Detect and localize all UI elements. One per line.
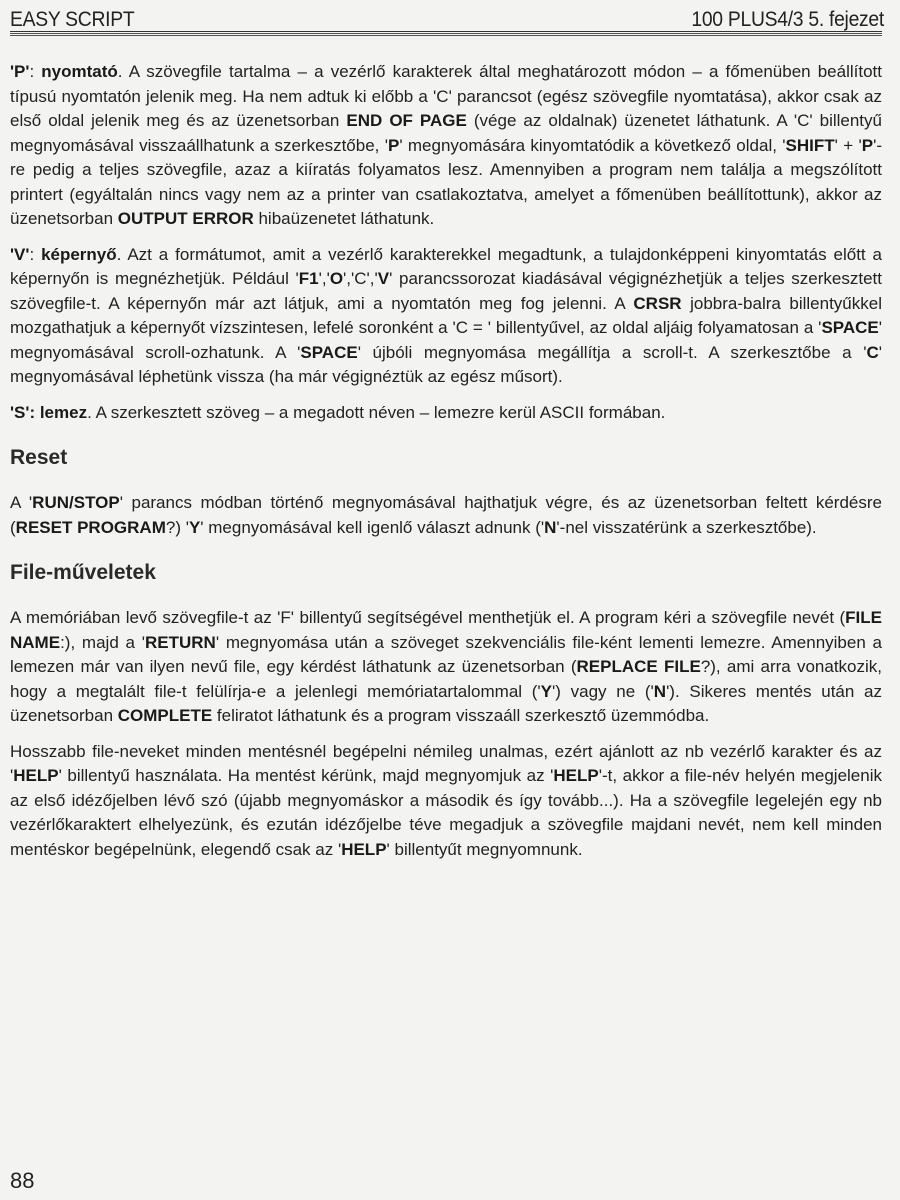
- term: nyomtató: [41, 62, 118, 81]
- text: '). Sikeres mentés után az üzenetsorban: [10, 681, 882, 725]
- text: Hosszabb file-neveket minden mentésnél begépelni némileg unalmas, ezért ajánlott az nb vezérlő karakter és az ': [10, 741, 882, 785]
- paragraph-reset: [10, 491, 882, 540]
- text: ' megnyomása után a szöveget szekvenciális file-ként lementi lemezre. Amennyiben a lemezen már van ilyen nevű file, egy kérdést láthatunk az üzenetsorban (: [10, 632, 882, 676]
- text: '-nel visszatérünk a szerkesztőbe).: [556, 517, 817, 537]
- text: ',': [318, 269, 330, 288]
- page-number: 88: [10, 1168, 35, 1193]
- text: ' parancssorozat kiadásával végignézhetjük a teljes szerkesztett szövegfile-t. A képernyőn már azt látjuk, ami a nyomtatón meg fog jelenni. A: [10, 269, 882, 313]
- paragraph-disk: [10, 401, 882, 426]
- text: ?) ': [165, 517, 189, 537]
- term: END OF PAGE: [346, 111, 467, 130]
- term: HELP: [341, 839, 387, 859]
- term: Y: [540, 681, 553, 701]
- key-label: 'V': [10, 244, 30, 264]
- text: ' megnyomásával scroll-ozhatunk. A ': [10, 318, 882, 362]
- text: ' + ': [834, 135, 862, 155]
- term: N: [544, 517, 557, 537]
- term: C: [866, 342, 879, 362]
- text: . Azt a formátumot, amit a vezérlő karakterekkel megadtunk, a tulajdonképpeni kinyomtatás előtt a képernyőn is megnézhetjük. Például ': [10, 244, 882, 288]
- text: ' billentyűt megnyomnunk.: [386, 839, 583, 859]
- term: RETURN: [145, 632, 216, 652]
- term: COMPLETE: [117, 706, 213, 725]
- text: :: [29, 244, 42, 264]
- paragraph-screen: [10, 243, 882, 390]
- term: Y: [188, 517, 201, 537]
- text: ' megnyomásával kell igenlő választ adnunk (': [200, 517, 545, 537]
- text: jobbra-balra billentyűkkel mozgathatjuk a képernyőt vízszintesen, lefelé soronként a 'C = ' billentyűvel, az oldal aljáig folyamatosan a ': [10, 293, 882, 337]
- text: :: [29, 402, 40, 422]
- term: SPACE: [821, 318, 879, 337]
- text: feliratot láthatunk és a program visszaáll szerkesztő üzemmódba.: [212, 706, 710, 725]
- term: RESET PROGRAM: [15, 517, 166, 537]
- text: . A szövegfile tartalma – a vezérlő karakterek által meghatározott módon – a főmenüben beállított típusú nyomtatón jelenik meg. Ha nem adtuk ki előbb a 'C' parancsot (egész szövegfile nyomtatása), akkor csak az első oldal jelenik meg és az üzenetsorban: [10, 62, 882, 130]
- term: képernyő: [41, 244, 117, 264]
- term: N: [653, 681, 667, 701]
- term: SHIFT: [785, 135, 835, 155]
- term: lemez: [39, 402, 88, 422]
- text: ' megnyomásával léphetünk vissza (ha már végignéztük az egész műsort).: [10, 342, 882, 386]
- term: RUN/STOP: [32, 493, 120, 512]
- text: A ': [10, 493, 33, 512]
- term: HELP: [13, 766, 59, 785]
- text: :), majd a ': [60, 632, 145, 652]
- term: OUTPUT ERROR: [117, 209, 254, 228]
- text: '-re pedig a teljes szövegfile, azaz a kiíratás folyamatos lesz. Amennyiben a program nem találja a megszólított printert (egyáltalán nincs vagy nem az a printer van csatlakoztatva, amelyet a főmenüben beállítottunk), akkor az üzenetsorban: [10, 135, 882, 228]
- term: O: [329, 269, 344, 288]
- paragraph-printer: [10, 60, 882, 232]
- text: . A szerkesztett szöveg – a megadott néven – lemezre kerül ASCII formában.: [87, 402, 666, 422]
- text: ') vagy ne (': [552, 681, 654, 701]
- key-label: 'S': [10, 402, 30, 422]
- text: ' parancs módban történő megnyomásával hajthatjuk végre, és az üzenetsorban feltett kérdésre (: [10, 493, 882, 537]
- term: FILE NAME: [10, 608, 882, 652]
- text: hibaüzenetet láthatunk.: [253, 209, 435, 228]
- paragraph-file-save: [10, 606, 882, 729]
- text: (vége az oldalnak) üzenetet láthatunk. A 'C' billentyű megnyomásával visszaállhatunk a szerkesztőbe, ': [10, 111, 882, 155]
- header-chapter: 100 PLUS4/3 5. fejezet: [691, 8, 884, 31]
- text: ' újbóli megnyomása megállítja a scroll-t. A szerkesztőbe a ': [357, 342, 867, 362]
- running-header: [10, 4, 884, 32]
- term: HELP: [553, 766, 599, 785]
- text: :: [29, 62, 42, 81]
- heading-reset: Reset: [10, 446, 68, 469]
- text: ' billentyű használata. Ha mentést kérünk, majd megnyomjuk az ': [58, 766, 554, 785]
- term: F1: [298, 269, 319, 288]
- term: P: [387, 135, 400, 155]
- heading-file-operations: File-műveletek: [10, 561, 156, 584]
- term: REPLACE FILE: [576, 657, 701, 676]
- header-book-title: EASY SCRIPT: [10, 8, 135, 31]
- text: ?), ami arra vonatkozik, hogy a megtalált file-t felülírja-e a jelenlegi memóriatartalommal (': [10, 657, 882, 701]
- text: ','C',': [343, 269, 378, 288]
- paragraph-help-key: [10, 740, 882, 863]
- text: '-t, akkor a file-név helyén megjelenik az első idézőjelben lévő szó (újabb megnyomáskor a második és így tovább...). Ha a szövegfile legelején egy nb vezérlőkaraktert elhelyezünk, és ezután idézőjelbe téve megadjuk a szövegfile majdani nevét, nem kell minden mentéskor begépelnünk, elegendő csak az ': [10, 766, 882, 859]
- text: A memóriában levő szövegfile-t az 'F' billentyű segítségével menthetjük el. A program kéri a szövegfile nevét (: [10, 608, 846, 627]
- key-label: 'P': [10, 62, 30, 81]
- term: P: [861, 135, 874, 155]
- page-body: [10, 60, 882, 873]
- term: SPACE: [300, 342, 358, 362]
- term: CRSR: [633, 293, 682, 313]
- text: ' megnyomására kinyomtatódik a következő oldal, ': [399, 135, 786, 155]
- header-rule: [10, 31, 882, 36]
- term: V: [377, 269, 390, 288]
